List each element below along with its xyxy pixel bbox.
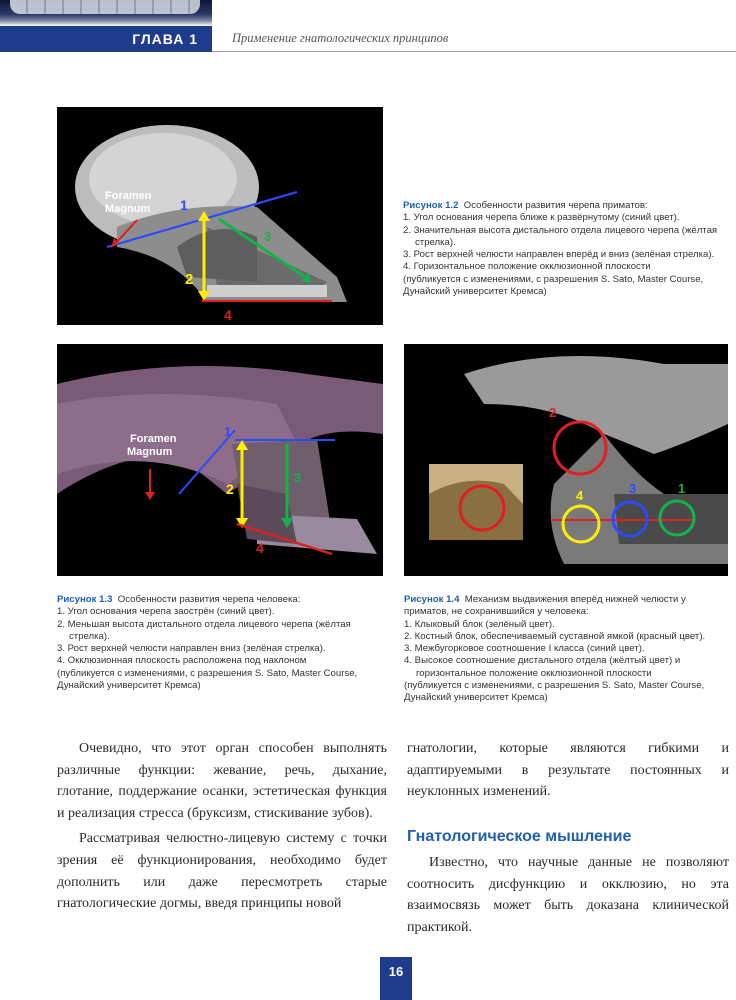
caption-note: (публикуется с изменениями, с разрешения S. Sato, Master Course, Дунайский университет Кремса) [57, 667, 358, 692]
caption-item: 4. Высокое соотношение дистального отдела (жёлтый цвет) и горизонтальное положение окклюзионной плоскости [404, 655, 681, 679]
figure-primate-skull [57, 107, 383, 325]
caption-item: 3. Рост верхней челюсти направлен вниз (зелёная стрелка). [57, 643, 326, 655]
fig2-label-1: 1 [224, 424, 232, 439]
fig3-label-3: 3 [629, 481, 637, 496]
body-paragraph: гнатологии, которые являются гибкими и адаптируемыми в результате постоянных и неуклонных изменений. [407, 741, 729, 800]
caption-note: (публикуется с изменениями, с разрешения S. Sato, Master Course, Дунайский университет Кремса) [403, 273, 704, 298]
chapter-label: ГЛАВА 1 [132, 31, 198, 47]
caption-item: 3. Рост верхней челюсти направлен вперёд и вниз (зелёная стрелка). [403, 249, 715, 261]
fig1-label-magnum: Magnum [105, 203, 151, 215]
fig2-label-2: 2 [226, 481, 234, 497]
caption-title: Особенности развития черепа приматов: [463, 200, 648, 211]
fig1-label-4: 4 [224, 307, 232, 323]
fig1-label-foramen: Foramen [105, 190, 152, 202]
caption-figure-1-2 [403, 200, 728, 298]
body-paragraph: Рассматривая челюстно-лицевую систему с точки зрения её функционирования, необходимо будет дополнить или даже пересмотреть старые гнатологические догмы, введя принципы новой [57, 831, 387, 912]
caption-item: 3. Межбугорковое соотношение I класса (синий цвет). [404, 643, 645, 655]
caption-number: Рисунок 1.2 [403, 200, 459, 211]
caption-number: Рисунок 1.4 [404, 594, 460, 605]
fig2-label-foramen: Foramen [130, 433, 177, 445]
header-teeth-photo [0, 0, 212, 26]
caption-note: (публикуется с изменениями, с разрешения S. Sato, Master Course, Дунайский университет Кремса) [404, 680, 705, 704]
caption-item: 1. Угол основания черепа заострён (синий цвет). [57, 606, 275, 618]
caption-item: 4. Горизонтальное положение окклюзионной плоскости [403, 261, 651, 273]
caption-title: Особенности развития черепа человека: [117, 594, 301, 605]
caption-figure-1-3 [57, 594, 387, 692]
fig3-label-4: 4 [576, 488, 584, 503]
header-divider [212, 51, 736, 52]
fig2-label-3: 3 [294, 470, 302, 485]
body-right-column-bottom [407, 852, 729, 938]
body-paragraph: Очевидно, что этот орган способен выполнять различные функции: жевание, речь, дыхание, глотание, поддержание осанки, эстетическая функция и реализация стресса (бруксизм, стискивание зубов). [57, 741, 387, 821]
caption-item: 1. Клыковый блок (зелёный цвет). [404, 618, 555, 630]
body-paragraph: Известно, что научные данные не позволяют соотносить дисфункцию и окклюзию, но эта взаимосвязь может быть доказана клинической практикой. [407, 855, 729, 935]
fig1-label-2: 2 [185, 271, 194, 288]
figure-human-skull [57, 344, 383, 576]
caption-item: 2. Меньшая высота дистального отдела лицевого черепа (жёлтая стрелка). [57, 618, 351, 642]
fig3-label-1: 1 [678, 481, 686, 496]
caption-title: Механизм выдвижения вперёд нижней челюсти у приматов, не сохранившийся у человека: [404, 594, 686, 618]
running-title: Применение гнатологических принципов [232, 31, 449, 45]
section-heading: Гнатологическое мышление [407, 828, 632, 845]
caption-item: 4. Окклюзионная плоскость расположена под наклоном [57, 655, 307, 667]
figure-primate-jaw [404, 344, 728, 576]
caption-item: 2. Значительная высота дистального отдела лицевого черепа (жёлтая стрелка). [403, 224, 718, 248]
caption-item: 2. Костный блок, обеспечиваемый суставной ямкой (красный цвет). [404, 630, 706, 642]
caption-item: 1. Угол основания черепа ближе к развёрнутому (синий цвет). [403, 212, 680, 224]
body-right-column-top [407, 738, 729, 803]
caption-figure-1-4 [404, 594, 730, 705]
caption-number: Рисунок 1.3 [57, 594, 113, 605]
fig2-label-4: 4 [256, 540, 264, 556]
page-number: 16 [380, 957, 412, 1000]
body-left-column [57, 738, 387, 915]
chapter-tab [0, 26, 212, 52]
fig2-label-magnum: Magnum [127, 446, 173, 458]
fig1-label-1: 1 [180, 197, 188, 213]
fig3-label-2: 2 [549, 405, 557, 420]
fig1-label-3: 3 [264, 229, 272, 244]
